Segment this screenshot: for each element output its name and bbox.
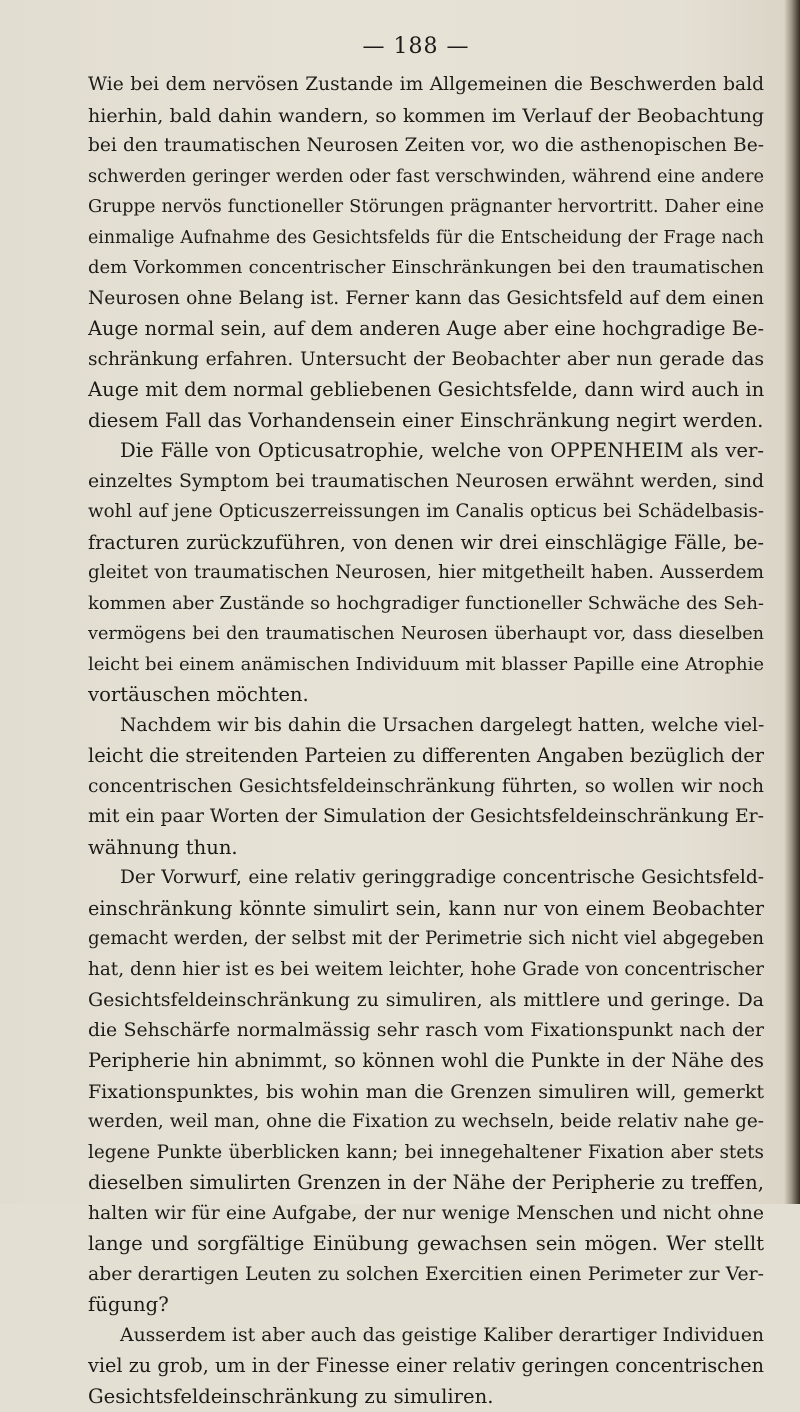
text-line: vortäuschen möchten. <box>88 680 764 711</box>
text-line: viel zu grob, um in der Finesse einer relativ geringen concentrischen <box>88 1351 764 1382</box>
text-line: lange und sorgfältige Einübung gewachsen sein mögen. Wer stellt <box>88 1229 764 1260</box>
text-line: Auge normal sein, auf dem anderen Auge aber eine hochgradige Be- <box>88 314 764 345</box>
text-line: legene Punkte überblicken kann; bei innegehaltener Fixation aber stets <box>88 1138 764 1169</box>
text-line: wähnung thun. <box>88 833 764 864</box>
text-line: Fixationspunktes, bis wohin man die Grenzen simuliren will, gemerkt <box>88 1077 764 1108</box>
text-line: werden, weil man, ohne die Fixation zu wechseln, beide relativ nahe ge- <box>88 1107 764 1138</box>
text-line: Neurosen ohne Belang ist. Ferner kann das Gesichtsfeld auf dem einen <box>88 284 764 315</box>
text-line: mit ein paar Worten der Simulation der Gesichtsfeldeinschränkung Er- <box>88 802 764 833</box>
text-line: gemacht werden, der selbst mit der Perimetrie sich nicht viel abgegeben <box>88 924 764 955</box>
text-line: einmalige Aufnahme des Gesichtsfelds für die Entscheidung der Frage nach <box>88 223 764 254</box>
text-line: hierhin, bald dahin wandern, so kommen im Verlauf der Beobachtung <box>88 101 764 132</box>
text-line: fügung? <box>88 1290 764 1321</box>
body-text <box>88 70 764 1412</box>
text-line: Gruppe nervös functioneller Störungen prägnanter hervortritt. Daher eine <box>88 192 764 223</box>
text-line: concentrischen Gesichtsfeldeinschränkung führten, so wollen wir noch <box>88 772 764 803</box>
text-line: Der Vorwurf, eine relativ geringgradige concentrische Gesichtsfeld- <box>88 863 764 894</box>
text-line: einschränkung könnte simulirt sein, kann nur von einem Beobachter <box>88 894 764 925</box>
text-line: fracturen zurückzuführen, von denen wir drei einschlägige Fälle, be- <box>88 528 764 559</box>
text-line: dieselben simulirten Grenzen in der Nähe der Peripherie zu treffen, <box>88 1168 764 1199</box>
text-line: Auge mit dem normal gebliebenen Gesichtsfelde, dann wird auch in <box>88 375 764 406</box>
text-line: Nachdem wir bis dahin die Ursachen dargelegt hatten, welche viel- <box>88 711 764 742</box>
text-line: gleitet von traumatischen Neurosen, hier mitgetheilt haben. Ausserdem <box>88 558 764 589</box>
text-line: Peripherie hin abnimmt, so können wohl die Punkte in der Nähe des <box>88 1046 764 1077</box>
text-line: dem Vorkommen concentrischer Einschränkungen bei den traumatischen <box>88 253 764 284</box>
text-line: schränkung erfahren. Untersucht der Beobachter aber nun gerade das <box>88 345 764 376</box>
text-line: Gesichtsfeldeinschränkung zu simuliren, als mittlere und geringe. Da <box>88 985 764 1016</box>
page-edge-shadow <box>784 0 800 1204</box>
text-line: schwerden geringer werden oder fast verschwinden, während eine andere <box>88 162 764 193</box>
text-line: Die Fälle von Opticusatrophie, welche von OPPENHEIM als ver- <box>88 436 764 467</box>
text-line: diesem Fall das Vorhandensein einer Einschränkung negirt werden. <box>88 406 764 437</box>
text-line: vermögens bei den traumatischen Neurosen überhaupt vor, dass dieselben <box>88 619 764 650</box>
text-line: Gesichtsfeldeinschränkung zu simuliren. <box>88 1382 764 1412</box>
text-line: Ausserdem ist aber auch das geistige Kaliber derartiger Individuen <box>88 1321 764 1352</box>
text-line: leicht die streitenden Parteien zu differenten Angaben bezüglich der <box>88 741 764 772</box>
text-line: leicht bei einem anämischen Individuum mit blasser Papille eine Atrophie <box>88 650 764 681</box>
text-line: wohl auf jene Opticuszerreissungen im Canalis opticus bei Schädelbasis- <box>88 497 764 528</box>
text-line: halten wir für eine Aufgabe, der nur wenige Menschen und nicht ohne <box>88 1199 764 1230</box>
text-line: die Sehschärfe normalmässig sehr rasch vom Fixationspunkt nach der <box>88 1016 764 1047</box>
text-line: aber derartigen Leuten zu solchen Exercitien einen Perimeter zur Ver- <box>88 1260 764 1291</box>
text-line: kommen aber Zustände so hochgradiger functioneller Schwäche des Seh- <box>88 589 764 620</box>
page-number: — 188 — <box>0 34 800 59</box>
text-line: Wie bei dem nervösen Zustande im Allgemeinen die Beschwerden bald <box>88 70 764 101</box>
text-line: einzeltes Symptom bei traumatischen Neurosen erwähnt werden, sind <box>88 467 764 498</box>
text-line: hat, denn hier ist es bei weitem leichter, hohe Grade von concentrischer <box>88 955 764 986</box>
text-line: bei den traumatischen Neurosen Zeiten vor, wo die asthenopischen Be- <box>88 131 764 162</box>
